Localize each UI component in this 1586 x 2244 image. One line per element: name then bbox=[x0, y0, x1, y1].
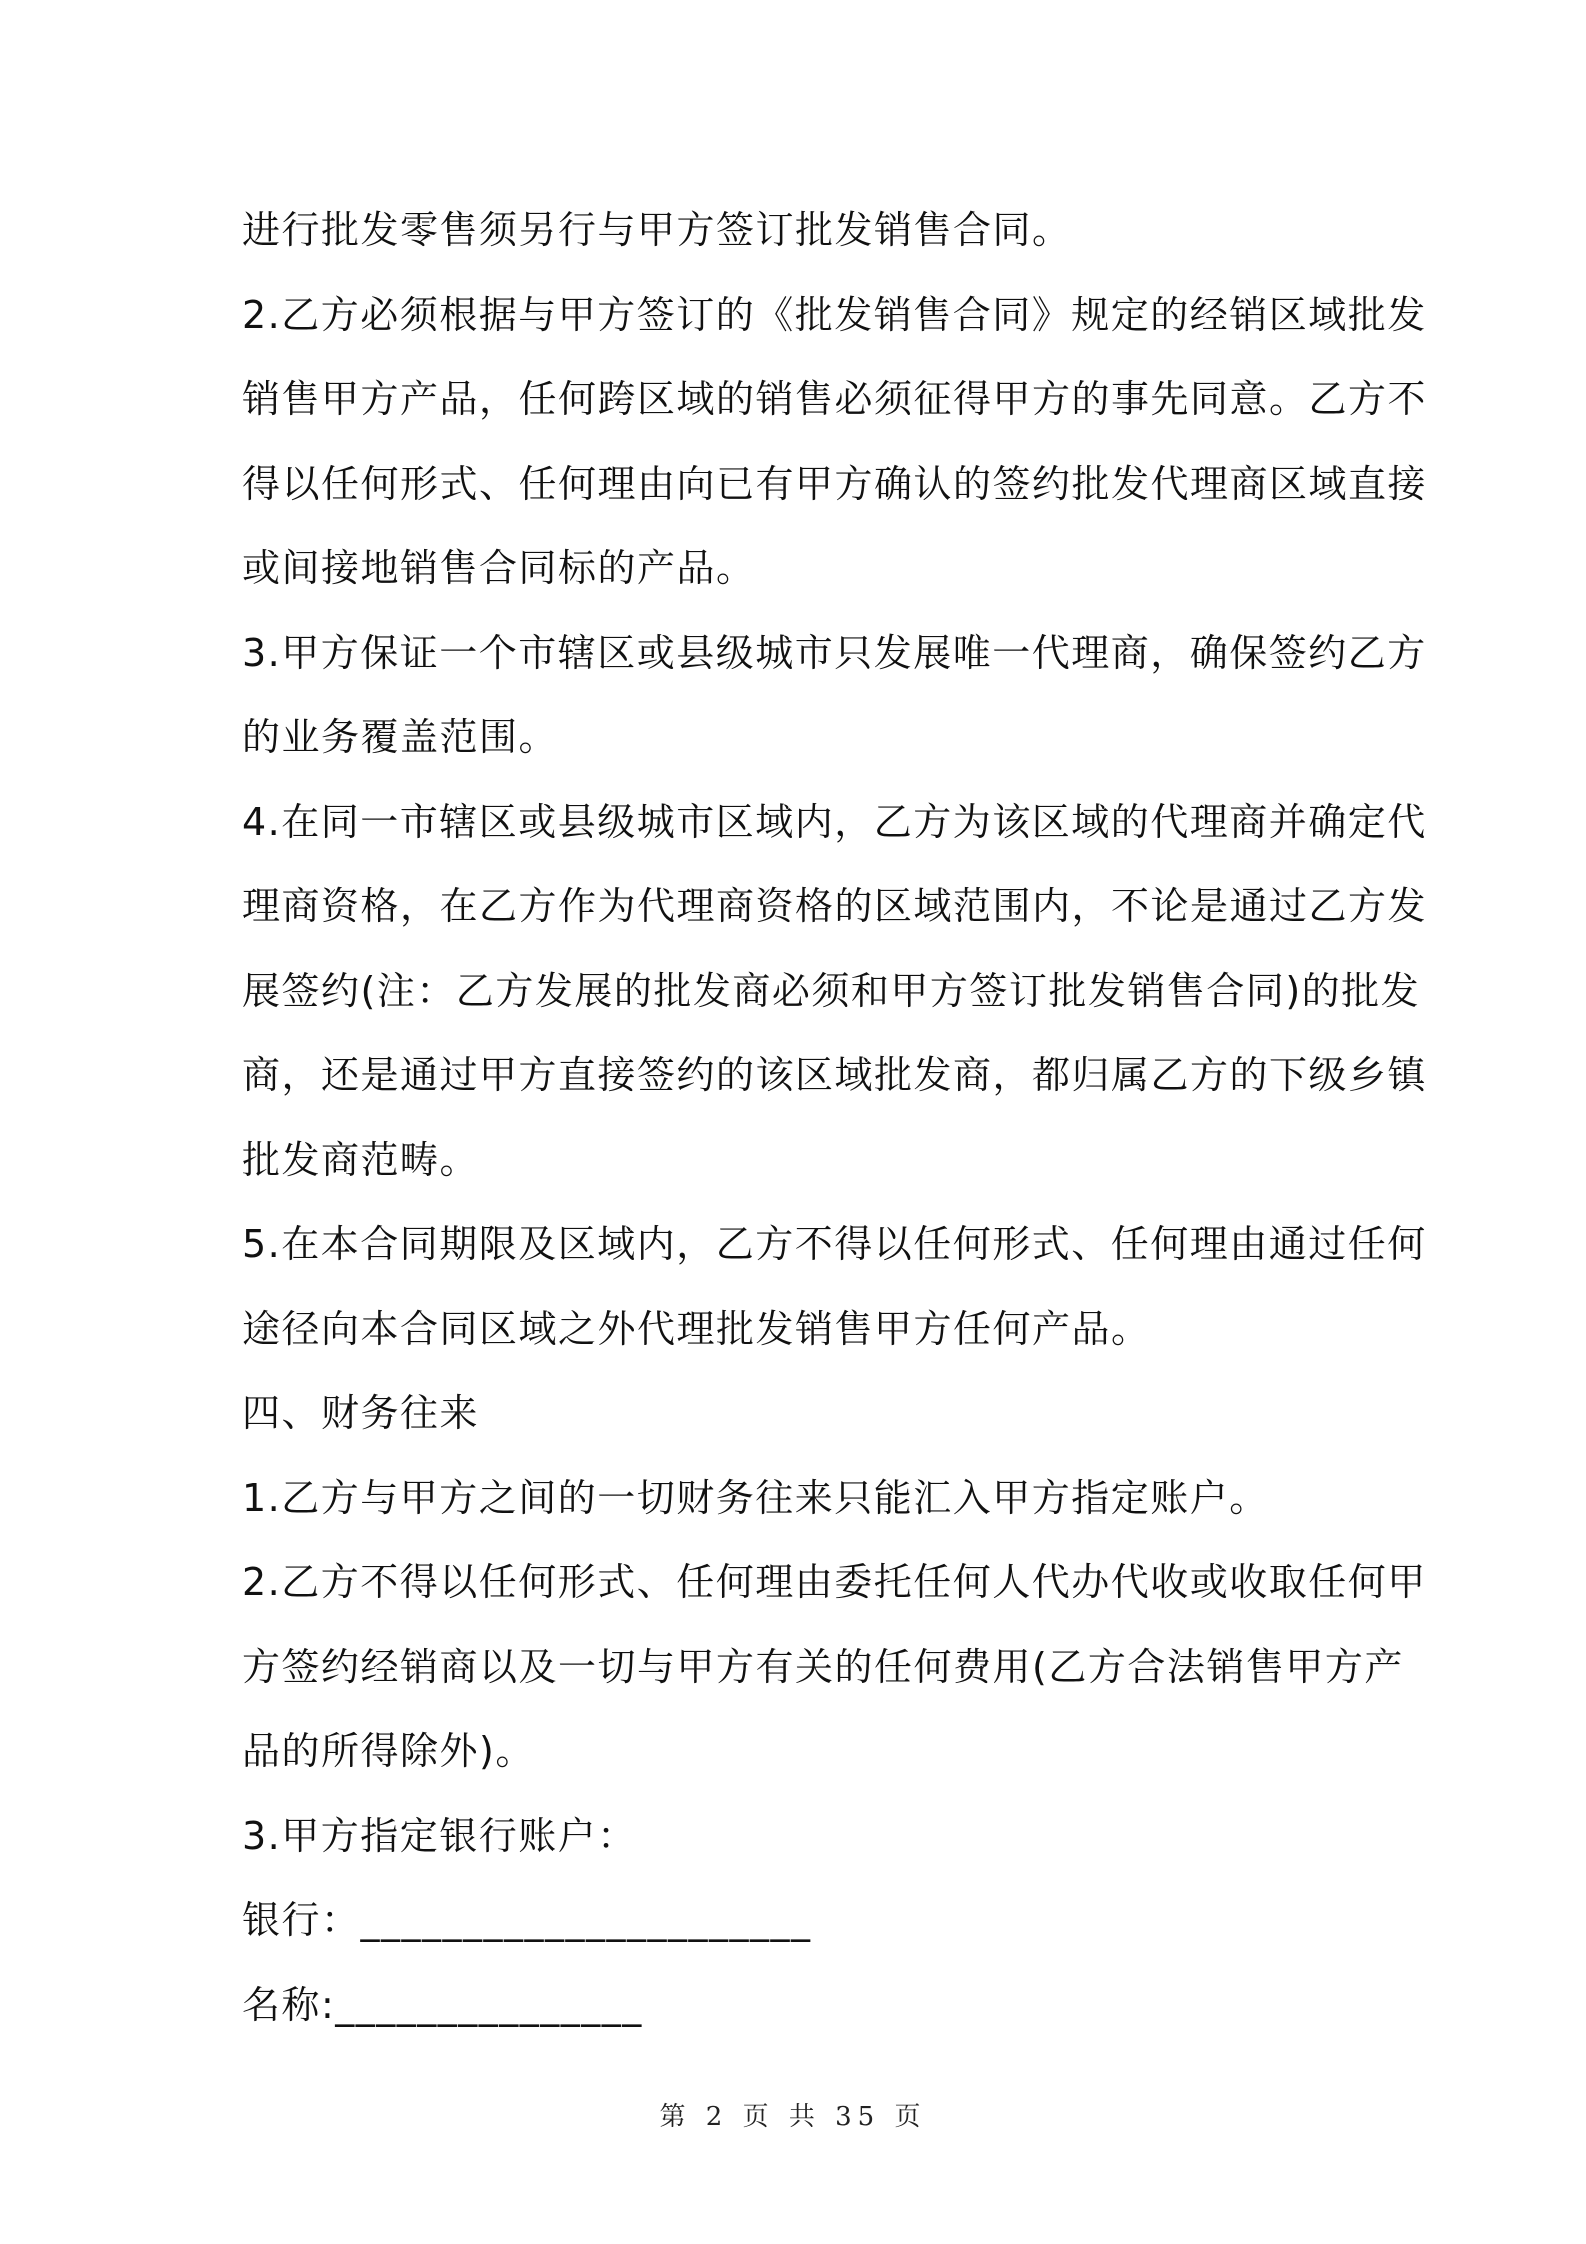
bank-field: 银行：______________________ bbox=[242, 1898, 812, 1942]
text-line: 或间接地销售合同标的产品。 bbox=[242, 546, 756, 590]
text-line: 2.乙方不得以任何形式、任何理由委托任何人代办代收或收取任何甲 bbox=[242, 1560, 1427, 1604]
name-field: 名称:_______________ bbox=[242, 1983, 643, 2027]
text-line: 展签约(注：乙方发展的批发商必须和甲方签订批发销售合同)的批发 bbox=[242, 969, 1421, 1013]
text-line: 品的所得除外)。 bbox=[242, 1729, 535, 1773]
text-line: 2.乙方必须根据与甲方签订的《批发销售合同》规定的经销区域批发 bbox=[242, 293, 1427, 337]
text-line: 5.在本合同期限及区域内，乙方不得以任何形式、任何理由通过任何 bbox=[242, 1222, 1427, 1266]
text-line: 3.甲方指定银行账户： bbox=[242, 1814, 637, 1858]
section-heading: 四、财务往来 bbox=[242, 1391, 480, 1435]
text-line: 理商资格，在乙方作为代理商资格的区域范围内，不论是通过乙方发 bbox=[242, 884, 1428, 928]
text-line: 4.在同一市辖区或县级城市区域内，乙方为该区域的代理商并确定代 bbox=[242, 800, 1427, 844]
text-line: 商，还是通过甲方直接签约的该区域批发商，都归属乙方的下级乡镇 bbox=[242, 1053, 1428, 1097]
text-line: 得以任何形式、任何理由向已有甲方确认的签约批发代理商区域直接 bbox=[242, 462, 1428, 506]
text-line: 方签约经销商以及一切与甲方有关的任何费用(乙方合法销售甲方产 bbox=[242, 1645, 1404, 1689]
text-line: 批发商范畴。 bbox=[242, 1138, 480, 1182]
page-number: 第 2 页 共 35 页 bbox=[659, 2102, 927, 2132]
text-line: 3.甲方保证一个市辖区或县级城市只发展唯一代理商，确保签约乙方 bbox=[242, 631, 1427, 675]
text-line: 1.乙方与甲方之间的一切财务往来只能汇入甲方指定账户。 bbox=[242, 1476, 1269, 1520]
text-line: 的业务覆盖范围。 bbox=[242, 715, 559, 759]
text-line: 途径向本合同区域之外代理批发销售甲方任何产品。 bbox=[242, 1307, 1151, 1351]
text-line: 进行批发零售须另行与甲方签订批发销售合同。 bbox=[242, 208, 1072, 252]
text-line: 销售甲方产品，任何跨区域的销售必须征得甲方的事先同意。乙方不 bbox=[242, 377, 1428, 421]
